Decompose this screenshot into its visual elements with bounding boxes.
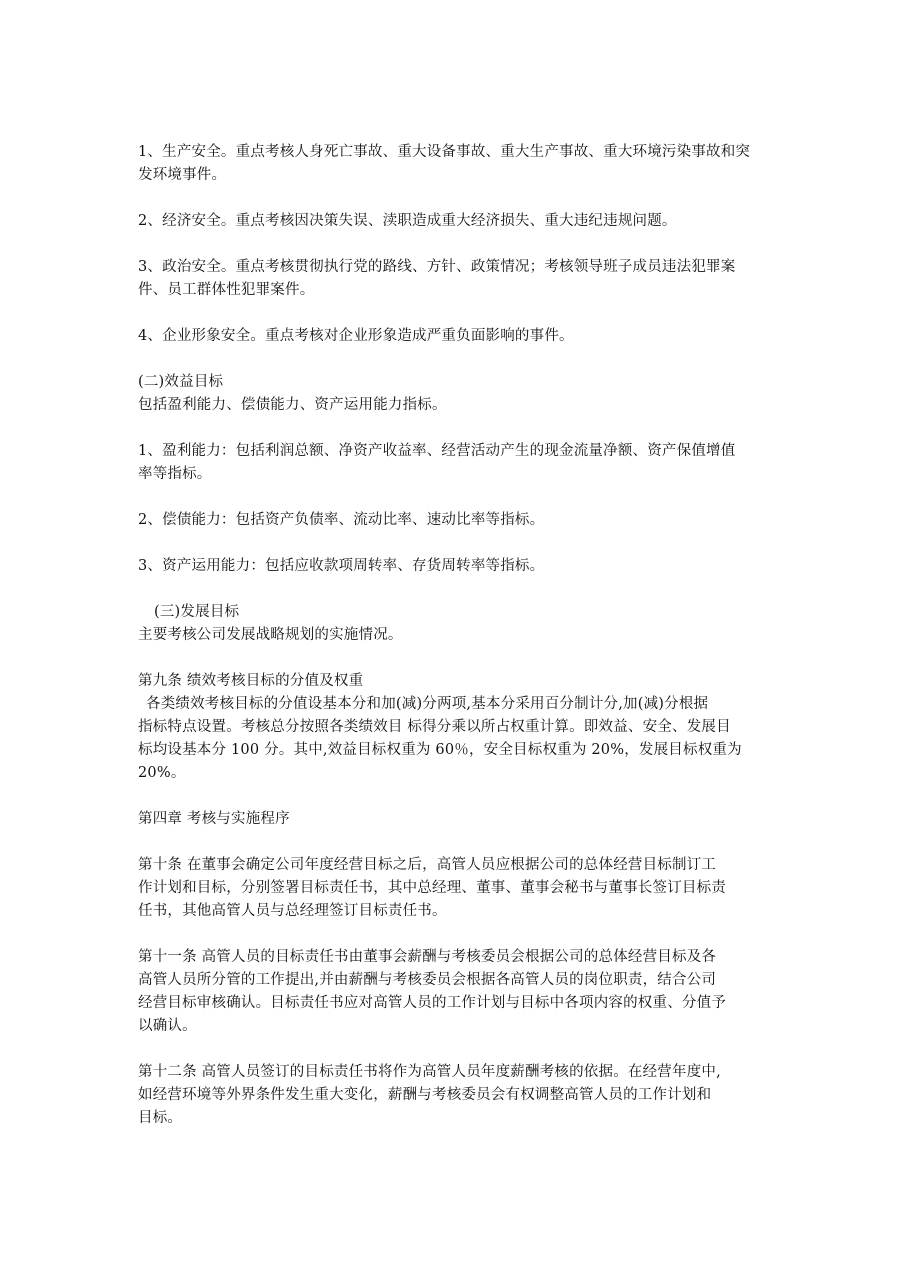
paragraph-gap bbox=[138, 532, 778, 555]
text-line: 指标特点设置。考核总分按照各类绩效目 标得分乘以所占权重计算。即效益、安全、发展目 bbox=[138, 719, 731, 735]
paragraph-gap bbox=[138, 233, 778, 256]
paragraph-gap bbox=[138, 302, 778, 325]
text-line: 任书，其他高管人员与总经理签订目标责任书。 bbox=[138, 903, 447, 919]
article-heading: 第九条 绩效考核目标的分值及权重 bbox=[138, 673, 364, 689]
text-line: 2、经济安全。重点考核因决策失误、渎职造成重大经济损失、重大违纪违规问题。 bbox=[138, 213, 677, 229]
text-line: 2、偿债能力：包括资产负债率、流动比率、速动比率等指标。 bbox=[138, 512, 545, 528]
document-page bbox=[138, 141, 778, 1130]
paragraph-gap bbox=[138, 417, 778, 440]
paragraph-gap bbox=[138, 348, 778, 371]
text-line: 1、盈利能力：包括利润总额、净资产收益率、经营活动产生的现金流量净额、资产保值增值 bbox=[138, 443, 736, 459]
text-line: 第十条 在董事会确定公司年度经营目标之后，高管人员应根据公司的总体经营目标制订工 bbox=[138, 857, 717, 873]
text-line: 如经营环境等外界条件发生重大变化，薪酬与考核委员会有权调整高管人员的工作计划和 bbox=[138, 1087, 712, 1103]
section-heading: (二)效益目标 bbox=[138, 374, 224, 390]
text-line: 主要考核公司发展战略规划的实施情况。 bbox=[138, 627, 403, 643]
text-line: 经营目标审核确认。目标责任书应对高管人员的工作计划与目标中各项内容的权重、分值予 bbox=[138, 995, 726, 1011]
paragraph-gap bbox=[138, 187, 778, 210]
text-line: 4、企业形象安全。重点考核对企业形象造成严重负面影响的事件。 bbox=[138, 328, 574, 344]
paragraph-gap bbox=[138, 1038, 778, 1061]
paragraph-gap bbox=[138, 831, 778, 854]
text-line: 20%。 bbox=[138, 765, 186, 781]
paragraph-gap bbox=[138, 785, 778, 808]
text-line: 1、生产安全。重点考核人身死亡事故、重大设备事故、重大生产事故、重大环境污染事故和突 bbox=[138, 144, 751, 160]
text-line: 发环境事件。 bbox=[138, 167, 227, 183]
chapter-heading: 第四章 考核与实施程序 bbox=[138, 811, 290, 827]
section-heading: (三)发展目标 bbox=[154, 604, 240, 620]
text-line: 率等指标。 bbox=[138, 466, 212, 482]
text-line: 3、政治安全。重点考核贯彻执行党的路线、方针、政策情况；考核领导班子成员违法犯罪案 bbox=[138, 259, 736, 275]
text-line: 第十一条 高管人员的目标责任书由董事会薪酬与考核委员会根据公司的总体经营目标及各 bbox=[138, 949, 717, 965]
text-line: 以确认。 bbox=[138, 1018, 197, 1034]
text-line: 3、资产运用能力：包括应收款项周转率、存货周转率等指标。 bbox=[138, 558, 545, 574]
paragraph-gap bbox=[138, 486, 778, 509]
text-line: 各类绩效考核目标的分值设基本分和加(减)分两项,基本分采用百分制计分,加(减)分根据 bbox=[146, 696, 709, 712]
text-line: 高管人员所分管的工作提出,并由薪酬与考核委员会根据各高管人员的岗位职责，结合公司 bbox=[138, 972, 717, 988]
text-line: 作计划和目标，分别签署目标责任书，其中总经理、董事、董事会秘书与董事长签订目标责 bbox=[138, 880, 726, 896]
paragraph-gap bbox=[138, 578, 778, 601]
text-line: 第十二条 高管人员签订的目标责任书将作为高管人员年度薪酬考核的依据。在经营年度中, bbox=[138, 1064, 721, 1080]
paragraph-gap bbox=[138, 923, 778, 946]
text-line: 标均设基本分 100 分。其中,效益目标权重为 60％，安全目标权重为 20%，发展目标权重为 bbox=[138, 742, 742, 758]
text-line: 目标。 bbox=[138, 1110, 183, 1126]
paragraph-gap bbox=[138, 647, 778, 670]
text-line: 件、员工群体性犯罪案件。 bbox=[138, 282, 315, 298]
text-line: 包括盈利能力、偿债能力、资产运用能力指标。 bbox=[138, 397, 447, 413]
